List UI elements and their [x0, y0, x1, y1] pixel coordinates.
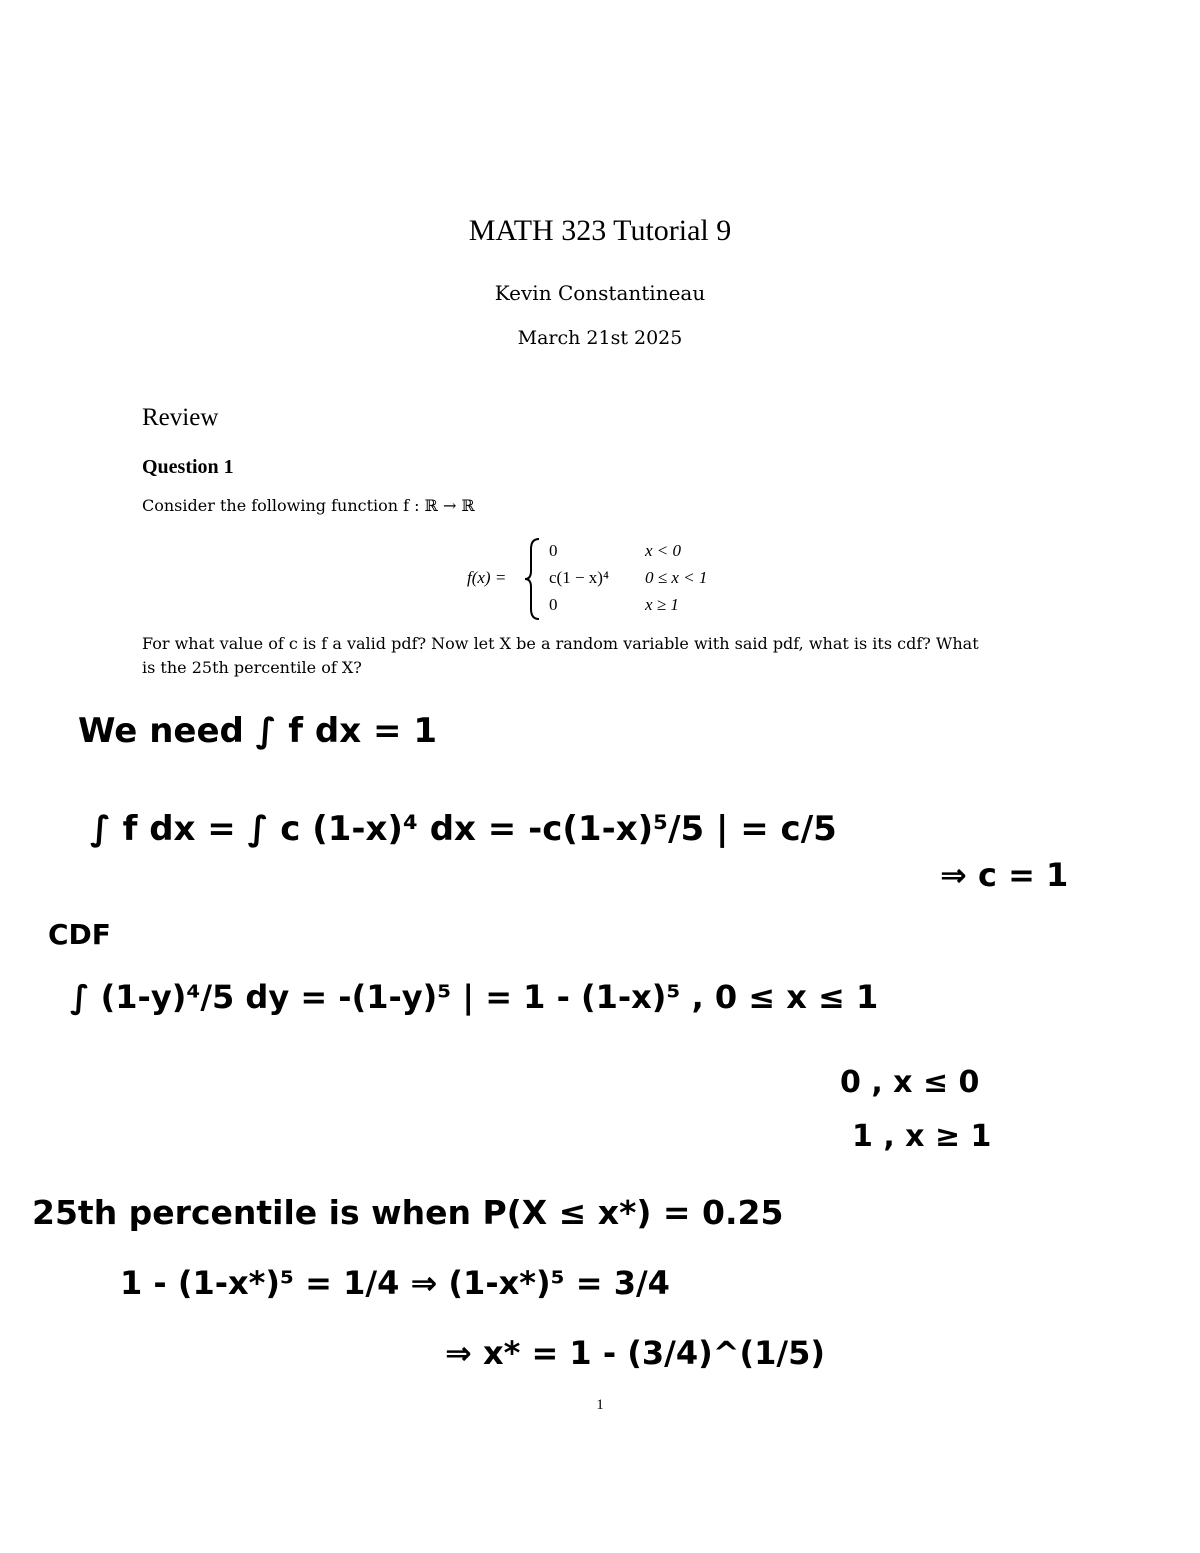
handwritten-line-6: 1 , x ≥ 1 — [852, 1119, 992, 1154]
page-number: 1 — [596, 1397, 604, 1413]
handwritten-line-4: ∫ (1-y)⁴/5 dy = -(1-y)⁵ | = 1 - (1-x)⁵ , 0 ≤ x ≤ 1 — [70, 978, 879, 1016]
question-prompt-line-1: For what value of c is f a valid pdf? Now let X be a random variable with said pdf, what is its cdf? What — [142, 634, 979, 653]
handwritten-line-1: We need ∫ f dx = 1 — [78, 711, 437, 751]
handwritten-line-3: ⇒ c = 1 — [940, 856, 1069, 894]
case-condition-3: x ≥ 1 — [645, 595, 679, 614]
handwritten-line-5: 0 , x ≤ 0 — [840, 1065, 980, 1100]
handwritten-line-8: 1 - (1-x*)⁵ = 1/4 ⇒ (1-x*)⁵ = 3/4 — [120, 1264, 670, 1302]
section-heading: Review — [142, 404, 219, 431]
case-value-2: c(1 − x)⁴ — [549, 568, 609, 587]
case-condition-2: 0 ≤ x < 1 — [645, 568, 708, 587]
case-value-1: 0 — [549, 541, 558, 560]
handwritten-line-9: ⇒ x* = 1 - (3/4)^(1/5) — [445, 1334, 825, 1372]
handwritten-line-7: 25th percentile is when P(X ≤ x*) = 0.25 — [32, 1193, 784, 1232]
case-value-3: 0 — [549, 595, 558, 614]
case-condition-1: x < 0 — [645, 541, 682, 560]
function-lhs: f(x) = — [467, 568, 507, 587]
question-heading: Question 1 — [142, 456, 234, 478]
handwritten-cdf-label: CDF — [48, 918, 111, 951]
document-author: Kevin Constantineau — [494, 281, 706, 305]
document-date: March 21st 2025 — [517, 327, 683, 349]
handwritten-line-2: ∫ f dx = ∫ c (1-x)⁴ dx = -c(1-x)⁵/5 | = c/5 — [90, 809, 837, 849]
document-title: MATH 323 Tutorial 9 — [468, 214, 732, 247]
question-intro: Consider the following function f : ℝ → ℝ — [142, 496, 475, 515]
question-prompt-line-2: is the 25th percentile of X? — [142, 658, 362, 677]
